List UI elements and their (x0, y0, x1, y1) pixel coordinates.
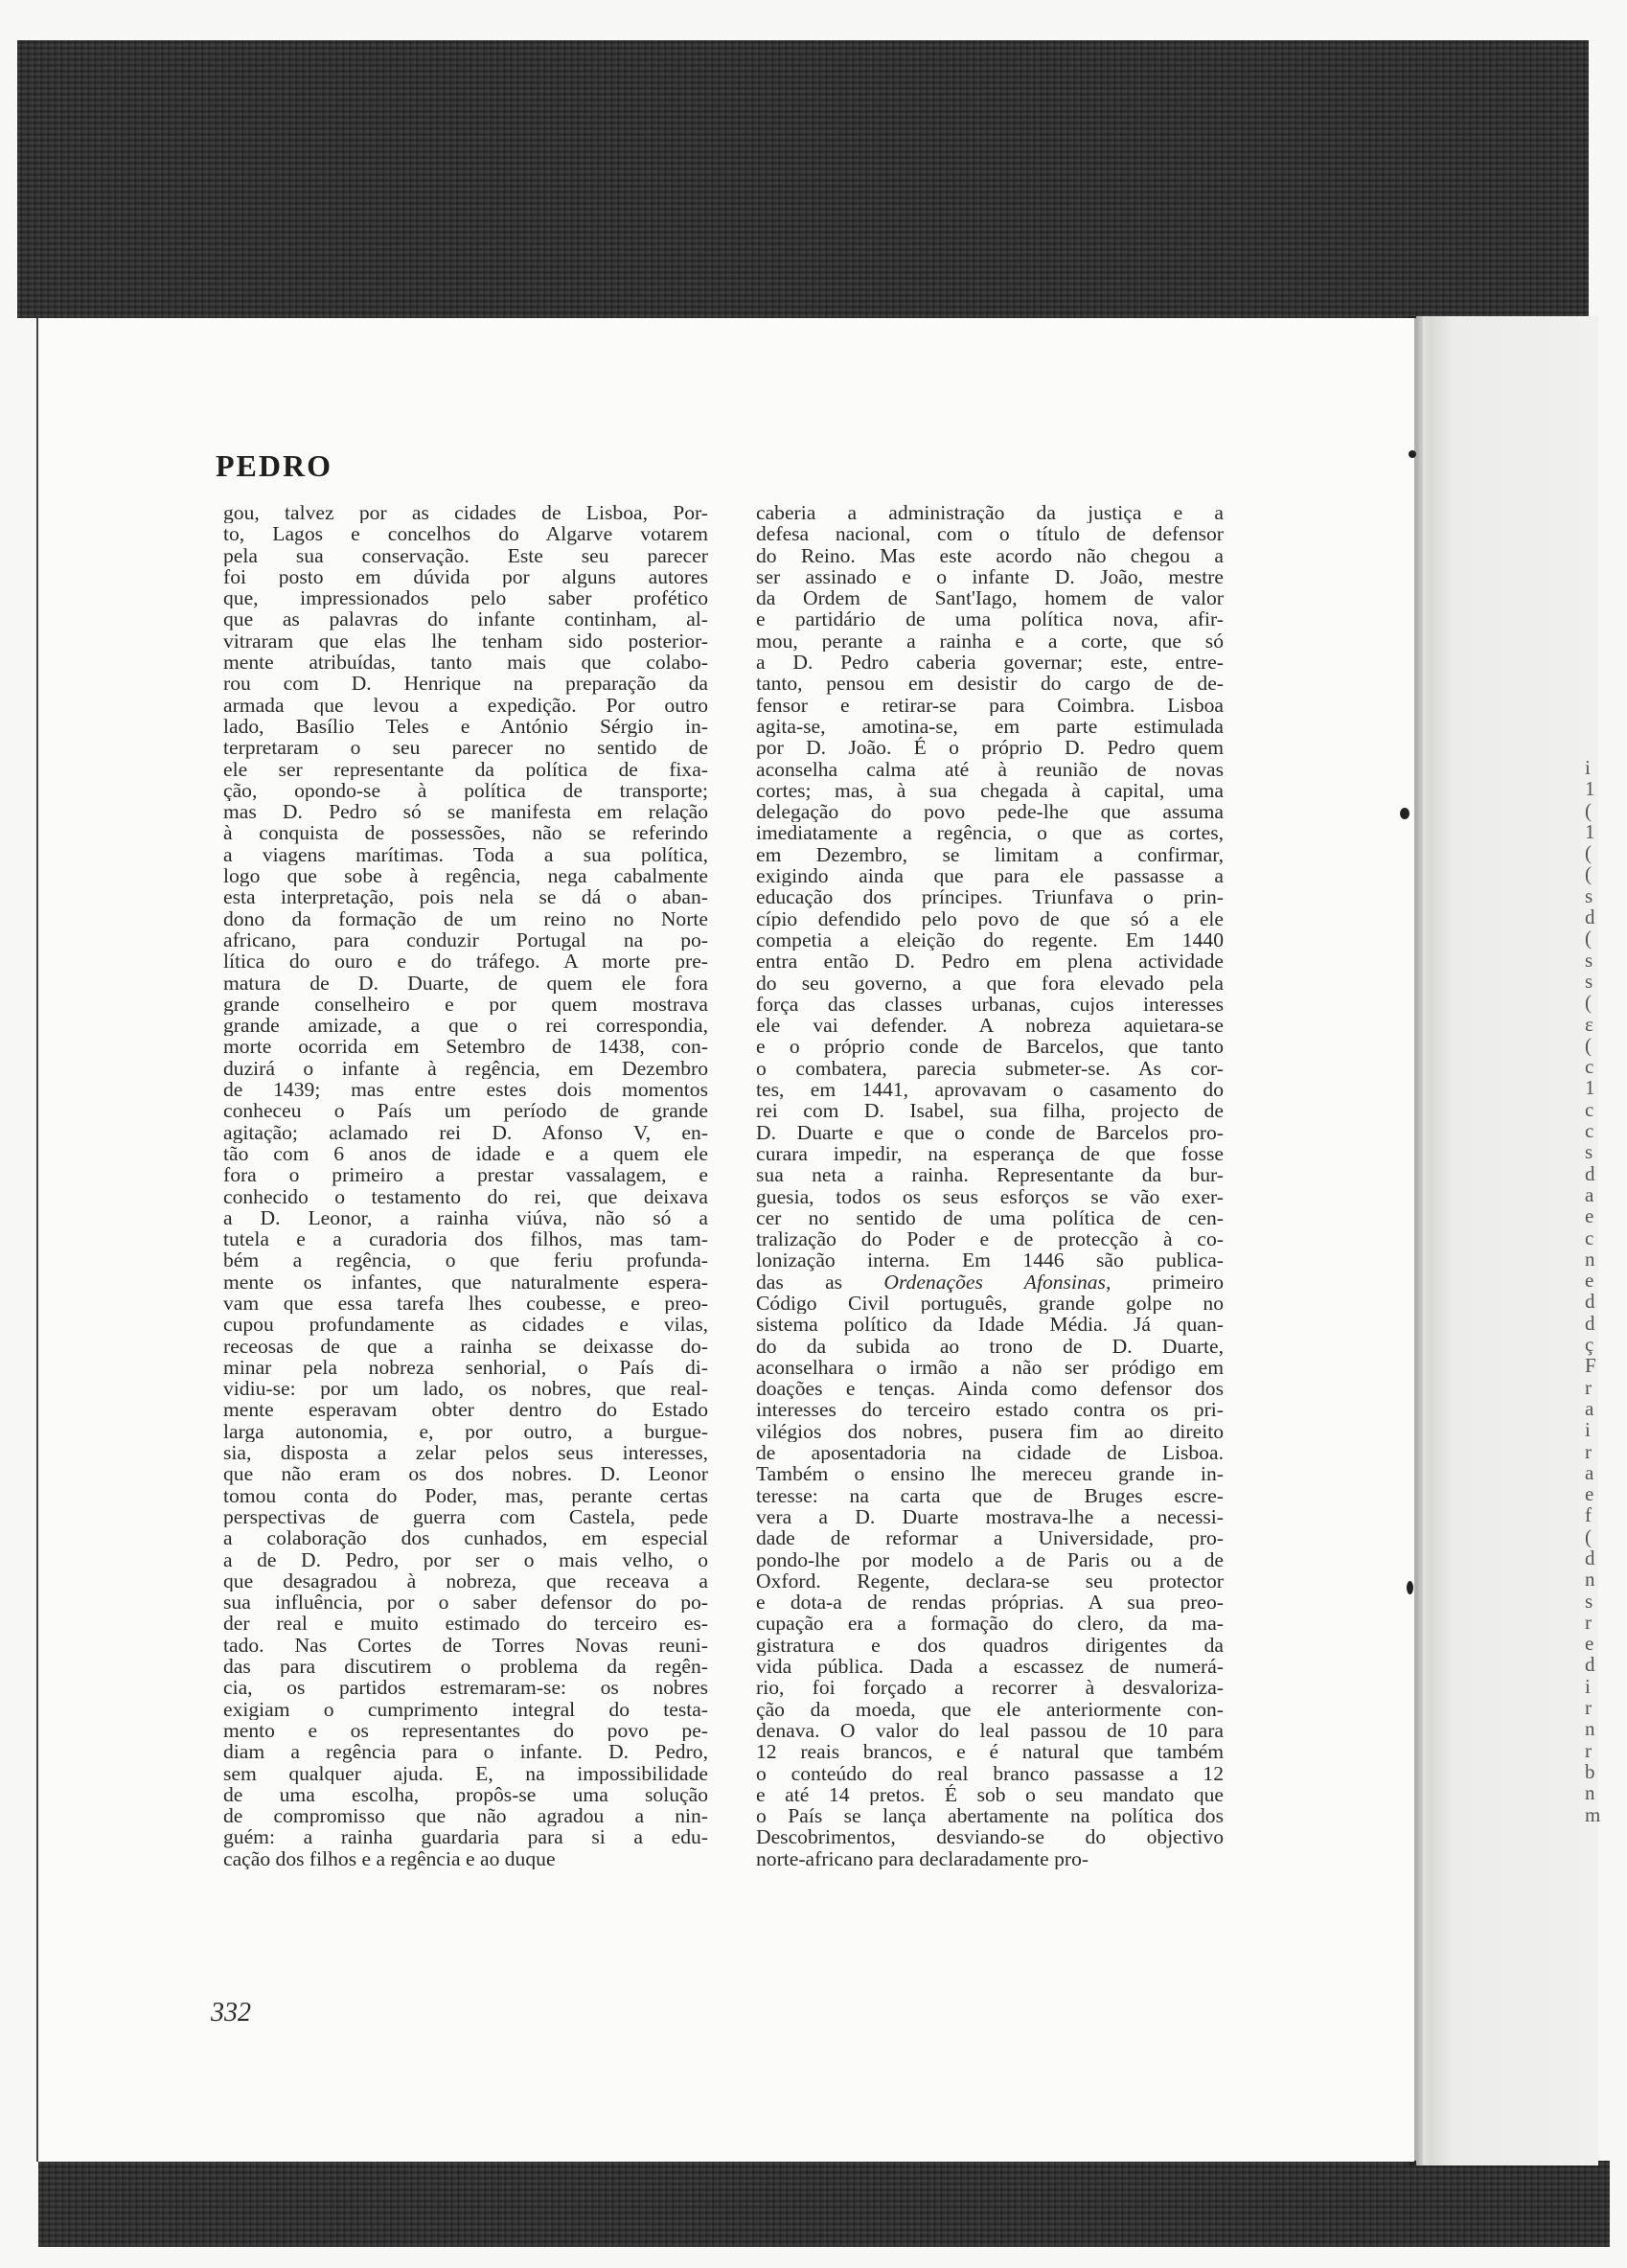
text-line: à conquista de possessões, não se referindo (223, 822, 708, 844)
text-line: de aposentadoria na cidade de Lisboa. (756, 1442, 1224, 1464)
edge-letter: r (1585, 1439, 1592, 1463)
text-line: matura de D. Duarte, de quem ele fora (223, 972, 708, 994)
text-line: de 1439; mas entre estes dois momentos (223, 1079, 708, 1101)
text-line: o combatera, parecia submeter-se. As cor- (756, 1057, 1224, 1080)
edge-letter: m (1585, 1802, 1601, 1826)
right-text-column (756, 502, 1224, 1869)
edge-letter: i (1585, 1418, 1591, 1442)
edge-letter: ε (1585, 1012, 1593, 1036)
text-line: lonização interna. Em 1446 são publica- (756, 1249, 1224, 1271)
adjacent-page-edge-letters (1585, 757, 1614, 1825)
scan-speck (1407, 1581, 1413, 1594)
text-line: bém a regência, o que feriu profunda- (223, 1249, 708, 1271)
text-line: vam que essa tarefa lhes coubesse, e preo- (223, 1292, 708, 1315)
text-line: sua influência, por o saber defensor do po- (223, 1592, 708, 1614)
left-text-column (223, 502, 708, 1869)
text-line: cer no sentido de uma política de cen- (756, 1206, 1224, 1229)
edge-letter: d (1585, 1311, 1595, 1335)
edge-letter: s (1585, 948, 1593, 972)
adjacent-page-strip (1416, 316, 1598, 2165)
text-line: e até 14 pretos. É sob o seu mandato que (756, 1783, 1224, 1806)
text-line: vitraram que elas lhe tenham sido posterior- (223, 630, 708, 653)
text-line: caberia a administração da justiça e a (756, 502, 1224, 524)
edge-letter: s (1585, 883, 1593, 907)
text-line: do da subida ao trono de D. Duarte, (756, 1335, 1224, 1357)
text-line: tanto, pensou em desistir do cargo de de- (756, 673, 1224, 695)
text-line: Oxford. Regente, declara-se seu protector (756, 1569, 1224, 1592)
text-line: esta interpretação, pois nela se dá o aban- (223, 886, 708, 908)
edge-letter: r (1585, 1738, 1592, 1762)
text-line: foi posto em dúvida por alguns autores (223, 565, 708, 588)
text-line: norte-africano para declaradamente pro- (756, 1847, 1089, 1869)
text-line: fora o primeiro a prestar vassalagem, e (223, 1164, 708, 1186)
text-line: gistratura e dos quadros dirigentes da (756, 1634, 1224, 1657)
text-line: de uma escolha, propôs-se uma solução (223, 1783, 708, 1806)
text-line: vilégios dos nobres, pusera fim ao direito (756, 1420, 1224, 1443)
text-line: tado. Nas Cortes de Torres Novas reuni- (223, 1634, 708, 1657)
text-line: a de D. Pedro, por ser o mais velho, o (223, 1548, 708, 1570)
text-line: exigindo ainda que para ele passasse a (756, 865, 1224, 887)
edge-letter: r (1585, 1375, 1592, 1399)
text-line: teresse: na carta que de Bruges escre- (756, 1484, 1224, 1506)
edge-letter: ç (1585, 1333, 1594, 1357)
text-line: mou, perante a rainha e a corte, que só (756, 630, 1224, 653)
text-line: cípio defendido pelo povo de que só a ele (756, 907, 1224, 929)
text-line: e dota-a de rendas próprias. A sua preo- (756, 1592, 1224, 1614)
edge-letter: r (1585, 1610, 1592, 1634)
edge-letter: d (1585, 905, 1595, 929)
text-line: larga autonomia, e, por outro, a burgue- (223, 1420, 708, 1443)
text-line: vera a D. Duarte mostrava-lhe a necessi- (756, 1505, 1224, 1528)
text-line: em Dezembro, se limitam a confirmar, (756, 843, 1224, 866)
text-line: a colaboração dos cunhados, em especial (223, 1527, 708, 1549)
text-line: mente atribuídas, tanto mais que colabo- (223, 652, 708, 674)
edge-letter: a (1585, 1460, 1594, 1484)
edge-letter: ( (1585, 798, 1592, 822)
edge-letter: c (1585, 1055, 1594, 1079)
text-line: Também o ensino lhe mereceu grande in- (756, 1463, 1224, 1485)
edge-letter: ( (1585, 991, 1592, 1015)
text-line: do Reino. Mas este acordo não chegou a (756, 544, 1224, 566)
text-line: exigiam o cumprimento integral do testa- (223, 1698, 708, 1720)
text-line: a D. Leonor, a rainha viúva, não só a (223, 1206, 708, 1229)
text-line: tralização do Poder e de protecção à co- (756, 1228, 1224, 1250)
edge-letter: s (1585, 1589, 1593, 1613)
text-line: sistema político da Idade Média. Já quan- (756, 1314, 1224, 1336)
text-line: minar pela nobreza senhorial, o País di- (223, 1356, 708, 1379)
text-line: a D. Pedro caberia governar; este, entre- (756, 652, 1224, 674)
edge-letter: e (1585, 1204, 1594, 1228)
scan-speck (1400, 808, 1409, 819)
text-line: mente esperavam obter dentro do Estado (223, 1399, 708, 1421)
text-line: defesa nacional, com o título de defensor (756, 523, 1224, 545)
text-line: duzirá o infante à regência, em Dezembro (223, 1057, 708, 1080)
edge-letter: F (1585, 1354, 1596, 1378)
text-line: der real e muito estimado do terceiro es- (223, 1613, 708, 1635)
text-line: dono da formação de um reino no Norte (223, 907, 708, 929)
text-line: aconselhara o irmão a não ser pródigo em (756, 1356, 1224, 1379)
edge-letter: e (1585, 1482, 1594, 1506)
edge-letter: ( (1585, 927, 1592, 951)
text-line: entra então D. Pedro em plena actividade (756, 951, 1224, 973)
edge-letter: 1 (1585, 777, 1595, 801)
text-line: o conteúdo do real branco passasse a 12 (756, 1762, 1224, 1784)
text-line: cortes; mas, à sua chegada à capital, uma (756, 779, 1224, 802)
text-line: ção, opondo-se à política de transporte; (223, 779, 708, 802)
text-line: sia, disposta a zelar pelos seus interesses, (223, 1442, 708, 1464)
text-line: e partidário de uma política nova, afir- (756, 608, 1224, 630)
text-line: pela sua conservação. Este seu parecer (223, 544, 708, 566)
scan-speck (1409, 450, 1416, 458)
text-line: mente os infantes, que naturalmente espera- (223, 1271, 708, 1293)
text-line: do seu governo, a que fora elevado pela (756, 972, 1224, 994)
text-line: das para discutirem o problema da regên- (223, 1656, 708, 1678)
text-line: tomou conta do Poder, mas, perante certas (223, 1484, 708, 1506)
edge-letter: d (1585, 1546, 1595, 1569)
edge-letter: d (1585, 1290, 1595, 1314)
edge-letter: i (1585, 756, 1591, 779)
edge-letter: n (1585, 1247, 1595, 1271)
text-line: que não eram os dos nobres. D. Leonor (223, 1463, 708, 1485)
text-line: imediatamente a regência, o que as cortes, (756, 822, 1224, 844)
edge-letter: n (1585, 1717, 1595, 1741)
text-line: que desagradou à nobreza, que receava a (223, 1569, 708, 1592)
text-line: interesses do terceiro estado contra os pri- (756, 1399, 1224, 1421)
edge-letter: a (1585, 1182, 1594, 1206)
text-line: por D. João. É o próprio D. Pedro quem (756, 737, 1224, 759)
text-line: doações e tenças. Ainda como defensor dos (756, 1378, 1224, 1400)
text-line: guém: a rainha guardaria para si a edu- (223, 1826, 708, 1848)
text-line: de compromisso que não agradou a nin- (223, 1805, 708, 1827)
text-line: terpretaram o seu parecer no sentido de (223, 737, 708, 759)
text-line: que as palavras do infante continham, al- (223, 608, 708, 630)
text-line: fensor e retirar-se para Coimbra. Lisboa (756, 694, 1224, 716)
text-line: rou com D. Henrique na preparação da (223, 673, 708, 695)
edge-letter: d (1585, 1161, 1595, 1185)
edge-letter: 1 (1585, 819, 1595, 843)
text-line: Descobrimentos, desviando-se do objectivo (756, 1826, 1224, 1848)
edge-letter: ( (1585, 1524, 1592, 1548)
text-line: pondo-lhe por modelo a de Paris ou a de (756, 1548, 1224, 1570)
edge-letter: ( (1585, 1033, 1592, 1057)
text-line: diam a regência para o infante. D. Pedro, (223, 1741, 708, 1763)
page-number: 332 (211, 1998, 251, 2027)
text-line: mento e os representantes do povo pe- (223, 1719, 708, 1742)
text-line: o País se lança abertamente na política dos (756, 1805, 1224, 1827)
edge-letter: b (1585, 1759, 1595, 1783)
page-header: PEDRO (216, 448, 332, 483)
text-line: 12 reais brancos, e é natural que também (756, 1741, 1224, 1763)
text-line: lado, Basílio Teles e António Sérgio in- (223, 715, 708, 738)
text-line: conheceu o País um período de grande (223, 1100, 708, 1122)
text-line: educação dos príncipes. Triunfava o prin- (756, 886, 1224, 908)
edge-letter: ( (1585, 841, 1592, 865)
text-line: grande conselheiro e por quem mostrava (223, 993, 708, 1016)
text-line: cupação era a formação do clero, da ma- (756, 1613, 1224, 1635)
edge-letter: n (1585, 1568, 1595, 1592)
edge-letter: c (1585, 1226, 1594, 1249)
text-line: perspectivas de guerra com Castela, pede (223, 1505, 708, 1528)
text-line: D. Duarte e que o conde de Barcelos pro- (756, 1121, 1224, 1143)
text-line: tão com 6 anos de idade e a quem ele (223, 1142, 708, 1165)
text-line: e o próprio conde de Barcelos, que tanto (756, 1036, 1224, 1058)
text-line: a viagens marítimas. Toda a sua política, (223, 843, 708, 866)
text-line: curara impedir, na esperança de que fosse (756, 1142, 1224, 1165)
edge-letter: n (1585, 1781, 1595, 1805)
text-line: tes, em 1441, aprovavam o casamento do (756, 1079, 1224, 1101)
edge-letter: e (1585, 1269, 1594, 1293)
text-line: logo que sobe à regência, nega cabalmente (223, 865, 708, 887)
text-line: mas D. Pedro só se manifesta em relação (223, 801, 708, 823)
text-line: aconselha calma até à reunião de novas (756, 758, 1224, 780)
text-line: ção da moeda, que ele anteriormente con- (756, 1698, 1224, 1720)
edge-letter: a (1585, 1396, 1594, 1420)
text-line: Código Civil português, grande golpe no (756, 1292, 1224, 1315)
edge-letter: s (1585, 1140, 1593, 1164)
text-line: denava. O valor do leal passou de 10 para (756, 1719, 1224, 1742)
text-line: vidiu-se: por um lado, os nobres, que real- (223, 1378, 708, 1400)
text-line: rio, foi forçado a recorrer à desvaloriza- (756, 1677, 1224, 1699)
text-line: tutela e a curadoria dos filhos, mas tam- (223, 1228, 708, 1250)
text-line: competia a eleição do regente. Em 1440 (756, 928, 1224, 951)
text-line: ele ser representante da política de fixa- (223, 758, 708, 780)
edge-letter: s (1585, 969, 1593, 993)
text-line: rei com D. Isabel, sua filha, projecto de (756, 1100, 1224, 1122)
edge-letter: e (1585, 1632, 1594, 1656)
edge-letter: f (1585, 1503, 1592, 1527)
text-line: lítica do ouro e do tráfego. A morte pre- (223, 951, 708, 973)
text-line: receosas de que a rainha se deixasse do- (223, 1335, 708, 1357)
text-line: delegação do povo pede-lhe que assuma (756, 801, 1224, 823)
edge-letter: ( (1585, 862, 1592, 886)
text-line: força das classes urbanas, cujos interesses (756, 993, 1224, 1016)
edge-letter: c (1585, 1097, 1594, 1121)
text-line: grande amizade, a que o rei correspondia, (223, 1015, 708, 1037)
text-line: gou, talvez por as cidades de Lisboa, Por- (223, 502, 708, 524)
text-line: dade de reformar a Universidade, pro- (756, 1527, 1224, 1549)
text-line: morte ocorrida em Setembro de 1438, con- (223, 1036, 708, 1058)
text-line: sua neta a rainha. Representante da bur- (756, 1164, 1224, 1186)
text-line: agitação; aclamado rei D. Afonso V, en- (223, 1121, 708, 1143)
text-line: ele vai defender. A nobreza aquietara-se (756, 1015, 1224, 1037)
text-line: ser assinado e o infante D. João, mestre (756, 565, 1224, 588)
scan-shadow-top (17, 40, 1589, 318)
text-line: conhecido o testamento do rei, que deixava (223, 1185, 708, 1207)
text-line: africano, para conduzir Portugal na po- (223, 928, 708, 951)
edge-letter: c (1585, 1119, 1594, 1143)
text-line: guesia, todos os seus esforços se vão exer- (756, 1185, 1224, 1207)
text-line: vida pública. Dada a escassez de numerá- (756, 1656, 1224, 1678)
edge-letter: r (1585, 1696, 1592, 1720)
text-line: armada que levou a expedição. Por outro (223, 694, 708, 716)
text-line: que, impressionados pelo saber profético (223, 587, 708, 609)
text-line: cupou profundamente as cidades e vilas, (223, 1314, 708, 1336)
edge-letter: 1 (1585, 1076, 1595, 1100)
text-line: cia, os partidos estremaram-se: os nobres (223, 1677, 708, 1699)
text-line: da Ordem de Sant'Iago, homem de valor (756, 587, 1224, 609)
text-line: sem qualquer ajuda. E, na impossibilidade (223, 1762, 708, 1784)
edge-letter: d (1585, 1653, 1595, 1677)
text-line: to, Lagos e concelhos do Algarve votarem (223, 523, 708, 545)
text-line: das as Ordenações Afonsinas, primeiro (756, 1271, 1224, 1293)
text-line: agita-se, amotina-se, em parte estimulada (756, 715, 1224, 738)
edge-letter: i (1585, 1674, 1591, 1698)
scan-shadow-bottom (38, 2161, 1610, 2247)
text-line: cação dos filhos e a regência e ao duque (223, 1847, 556, 1869)
